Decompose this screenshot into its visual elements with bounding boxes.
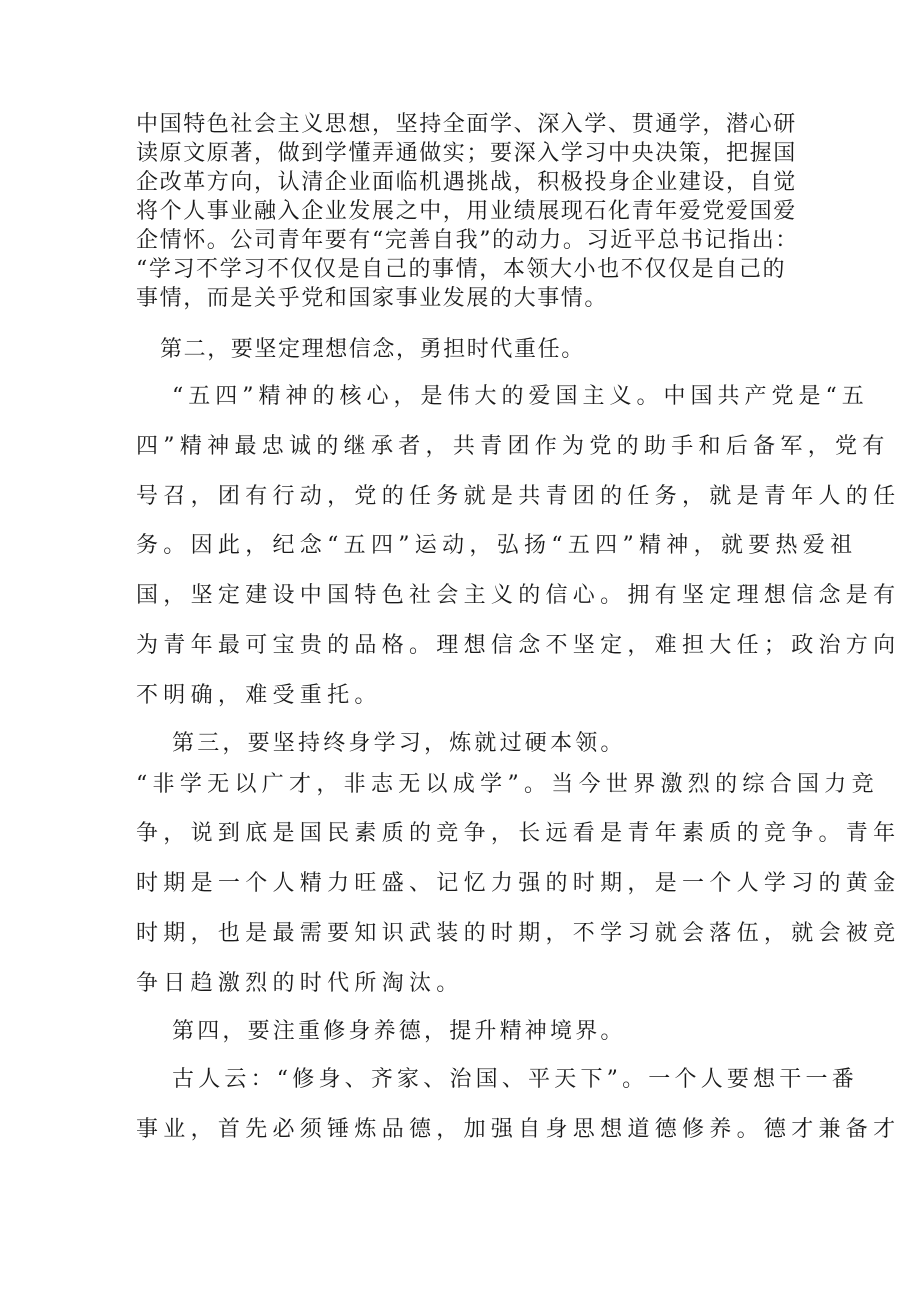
paragraph-3-line: “非学无以广才，非志无以成学”。当今世界激烈的综合国力竞 <box>136 772 879 797</box>
section-heading-3: 第三，要坚持终身学习，炼就过硬本领。 <box>172 731 626 756</box>
paragraph-2-line: 四”精神最忠诚的继承者，共青团作为党的助手和后备军，党有 <box>136 434 890 459</box>
paragraph-3-line: 时期，也是最需要知识武装的时期，不学习就会落伍，就会被竞 <box>136 921 901 946</box>
paragraph-2-line: 不明确，难受重托。 <box>136 683 382 708</box>
paragraph-1-line: 将个人事业融入企业发展之中，用业绩展现石化青年爱党爱国爱 <box>136 199 797 224</box>
paragraph-1-line: 读原文原著，做到学懂弄通做实；要深入学习中央决策，把握国 <box>136 141 797 166</box>
paragraph-2-line: 号召，团有行动，党的任务就是共青团的任务，就是青年人的任 <box>136 484 901 509</box>
paragraph-1-line: 中国特色社会主义思想，坚持全面学、深入学、贯通学，潜心研 <box>136 112 797 137</box>
paragraph-1-line: 企改革方向，认清企业面临机遇挑战，积极投身企业建设，自觉 <box>136 170 797 195</box>
section-heading-4: 第四，要注重修身养德，提升精神境界。 <box>172 1019 626 1044</box>
paragraph-2-line: “五四”精神的核心，是伟大的爱国主义。中国共产党是“五 <box>172 384 869 409</box>
paragraph-3-line: 时期是一个人精力旺盛、记忆力强的时期，是一个人学习的黄金 <box>136 871 901 896</box>
paragraph-2-line: 国，坚定建设中国特色社会主义的信心。拥有坚定理想信念是有 <box>136 583 901 608</box>
paragraph-1-line: 企情怀。公司青年要有“完善自我”的动力。习近平总书记指出： <box>136 228 799 253</box>
paragraph-4-line: 事业，首先必须锤炼品德，加强自身思想道德修养。德才兼备才 <box>136 1117 901 1142</box>
paragraph-1-line: “学习不学习不仅仅是自己的事情，本领大小也不仅仅是自己的 <box>136 257 787 282</box>
paragraph-4-line: 古人云：“修身、齐家、治国、平天下”。一个人要想干一番 <box>172 1067 858 1092</box>
paragraph-2-line: 务。因此，纪念“五四”运动，弘扬“五四”精神，就要热爱祖 <box>136 533 858 558</box>
paragraph-1-line: 事情，而是关乎党和国家事业发展的大事情。 <box>136 286 609 311</box>
section-heading-2: 第二，要坚定理想信念，勇担时代重任。 <box>160 337 585 362</box>
paragraph-2-line: 为青年最可宝贵的品格。理想信念不坚定，难担大任；政治方向 <box>136 633 901 658</box>
paragraph-3-line: 争日趋激烈的时代所淘汰。 <box>136 971 464 996</box>
paragraph-3-line: 争，说到底是国民素质的竞争，长远看是青年素质的竞争。青年 <box>136 821 901 846</box>
